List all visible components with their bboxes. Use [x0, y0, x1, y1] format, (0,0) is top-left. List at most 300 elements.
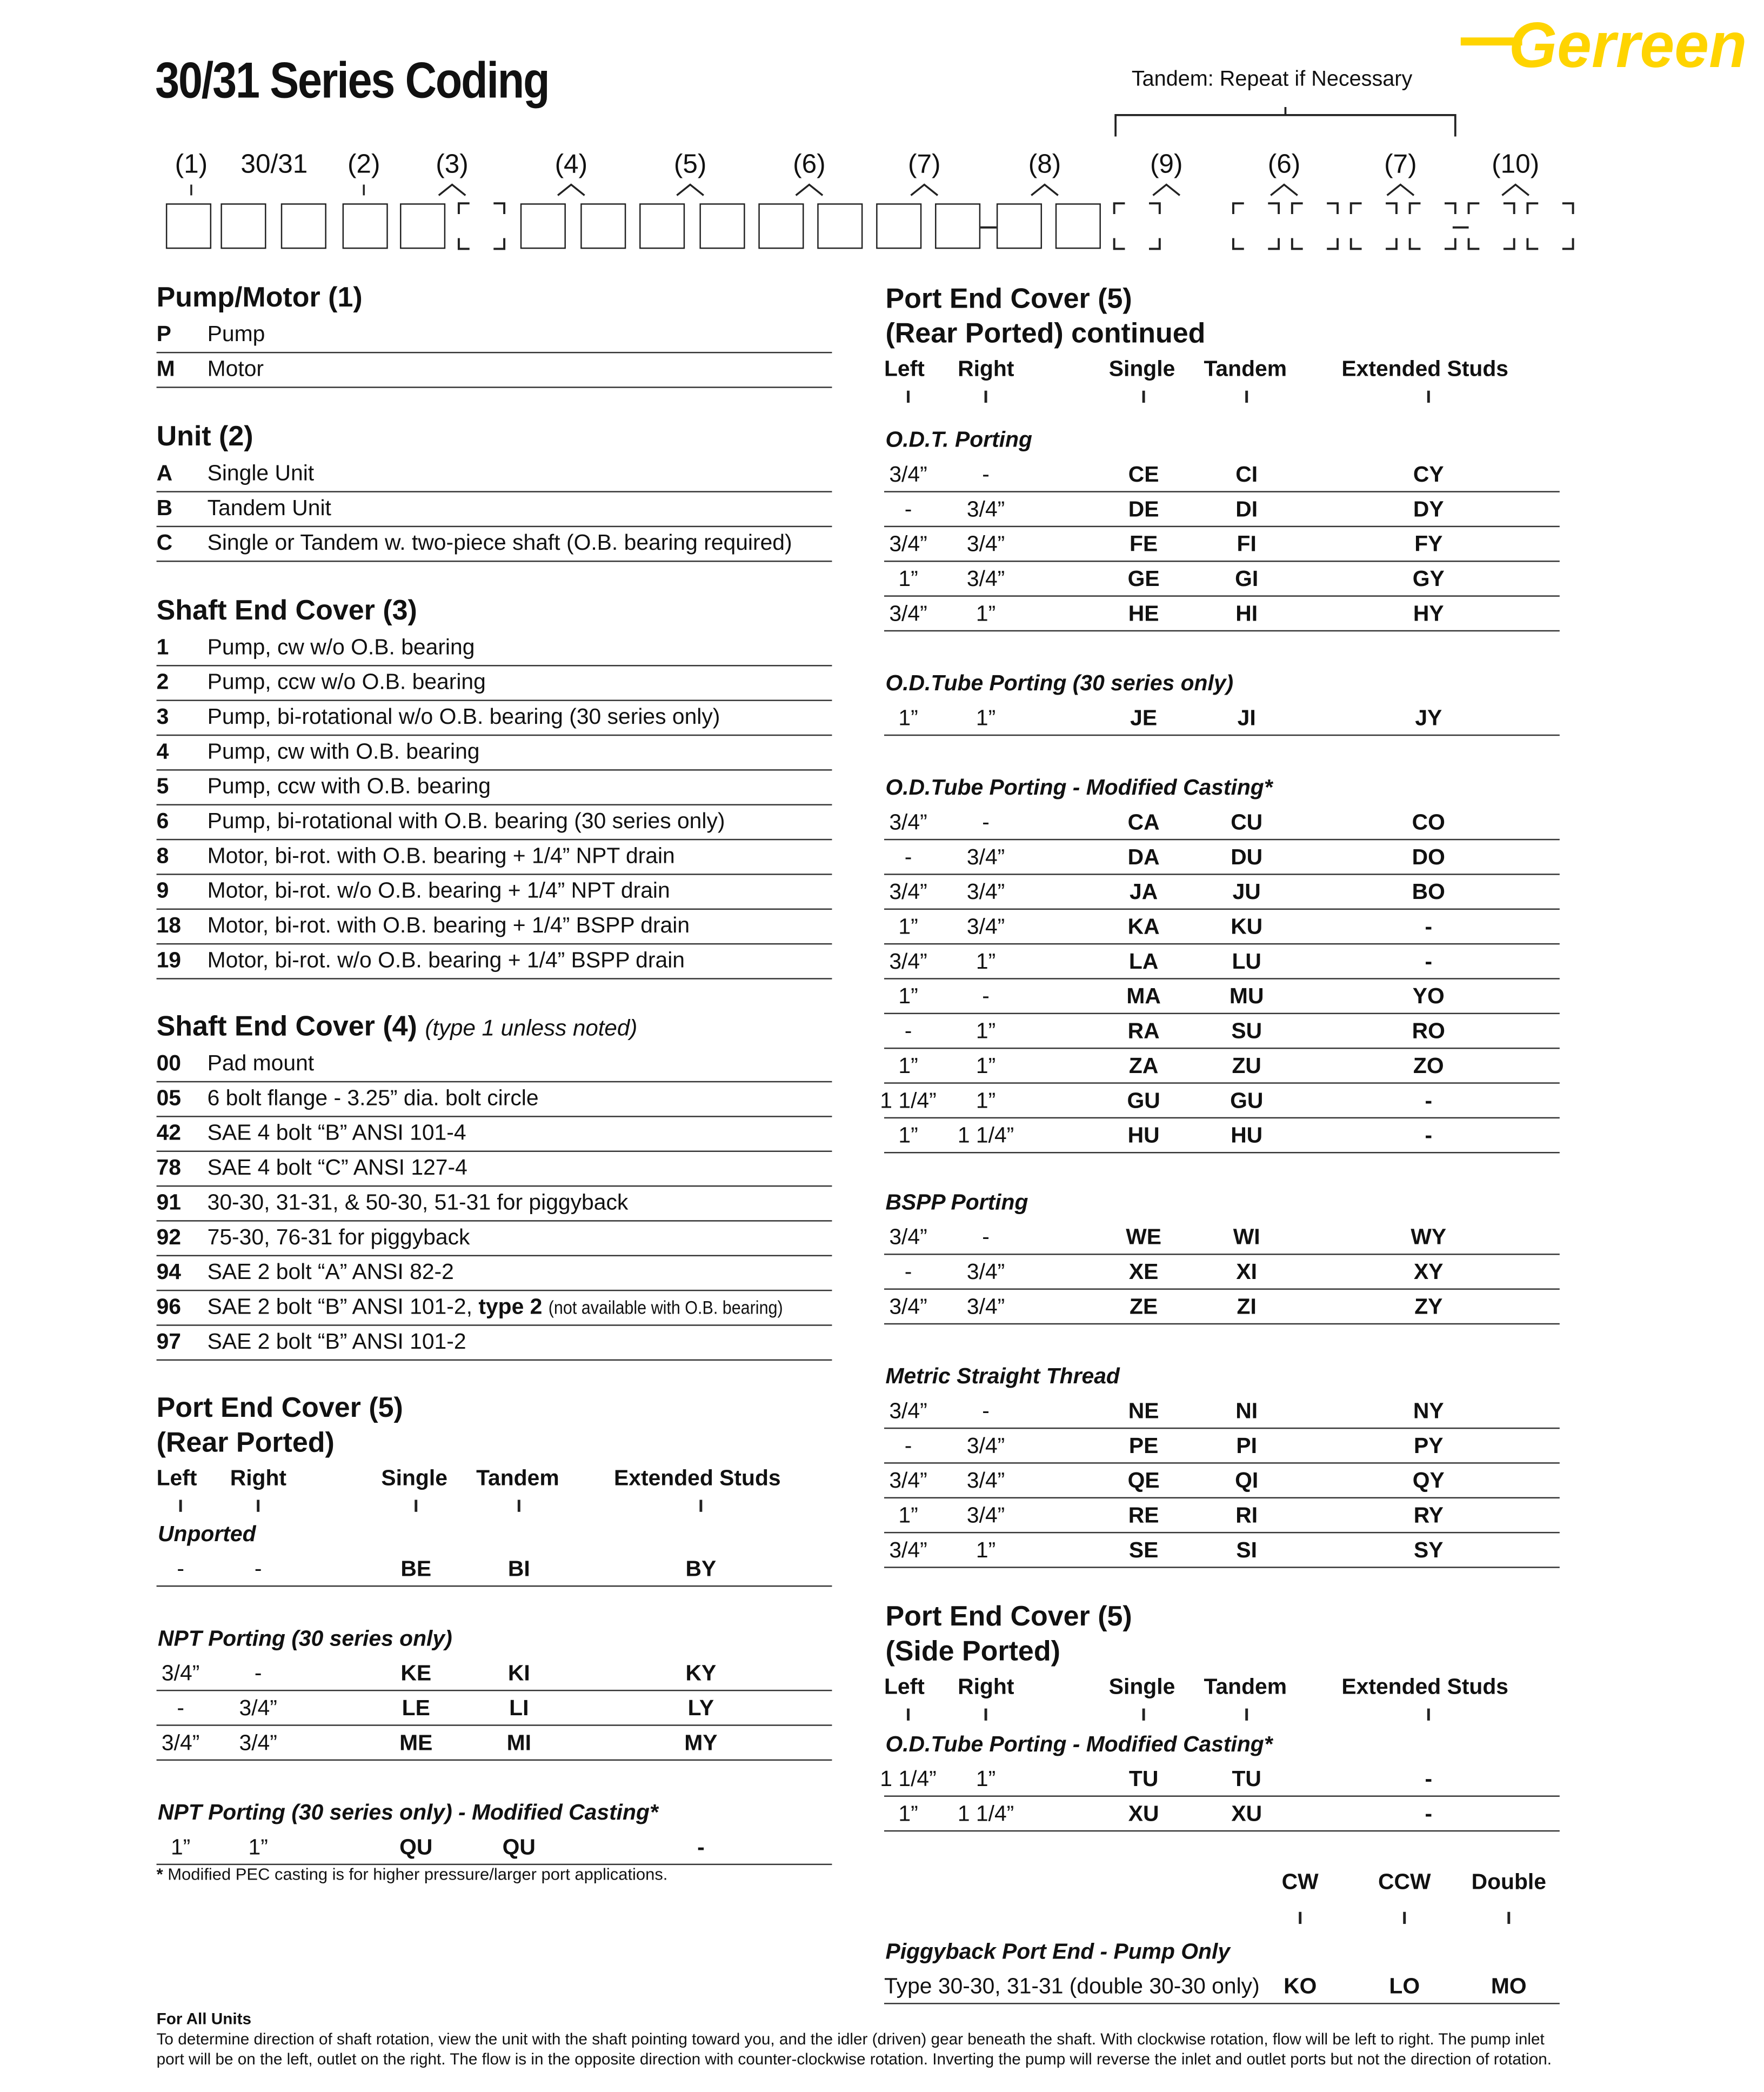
port-row — [884, 1118, 1560, 1153]
port-cell: DU — [1231, 845, 1263, 870]
item-description-text: Motor, bi-rot. w/o O.B. bearing + 1/4” BSPP drain — [207, 948, 685, 973]
port-cell: - — [177, 1557, 184, 1582]
item-description — [208, 879, 670, 904]
port-cell: 3/4” — [966, 532, 1005, 557]
item-code: 8 — [156, 844, 169, 869]
list-item — [157, 631, 832, 666]
port-cell: PE — [1128, 1434, 1159, 1458]
port-cell: 3/4” — [966, 497, 1005, 522]
port-cell: DA — [1127, 845, 1160, 870]
port-cell: FE — [1130, 532, 1158, 557]
porting-group-title: O.D.Tube Porting (30 series only) — [885, 671, 1234, 696]
port-row — [884, 944, 1560, 979]
column-tick — [1427, 391, 1430, 403]
code-position-label: (6) — [1267, 150, 1301, 179]
item-description-text: Motor, bi-rot. with O.B. bearing + 1/4” NPT drain — [207, 844, 675, 869]
port-cell: 3/4” — [889, 810, 927, 835]
porting-group-title: O.D.Tube Porting - Modified Casting* — [885, 1733, 1273, 1757]
modified-casting-note — [157, 1865, 668, 1884]
item-code: 92 — [156, 1225, 182, 1250]
item-description — [208, 844, 675, 870]
pec-rear-cont-title: Port End Cover (5) — [885, 283, 1132, 315]
port-cell: 1” — [898, 567, 918, 591]
column-tick — [907, 1709, 910, 1721]
list-item — [157, 701, 832, 736]
column-tick — [1245, 1709, 1248, 1721]
port-cell: 3/4” — [966, 1295, 1005, 1320]
port-cell: GU — [1230, 1089, 1264, 1114]
port-cell: DE — [1128, 497, 1159, 522]
piggyback-tick — [1507, 1912, 1510, 1924]
list-item — [157, 353, 832, 388]
item-description — [208, 496, 331, 522]
item-description — [208, 670, 486, 696]
column-tick — [1427, 1709, 1430, 1721]
piggyback-row-label: Type 30-30, 31-31 (double 30-30 only) — [884, 1975, 1260, 1999]
port-cell: CI — [1235, 463, 1258, 487]
port-cell: 1” — [898, 1503, 918, 1528]
port-cell: 3/4” — [889, 463, 927, 487]
column-header: Left — [156, 1466, 197, 1491]
port-cell: 1” — [975, 1019, 996, 1044]
port-cell: HU — [1231, 1124, 1263, 1148]
port-cell: 1” — [975, 1767, 996, 1792]
port-row — [884, 1049, 1560, 1083]
pec-rear-subtitle: (Rear Ported) — [156, 1427, 335, 1458]
column-tick — [1245, 391, 1248, 403]
port-cell: MA — [1126, 984, 1161, 1009]
port-cell: 1” — [975, 950, 996, 974]
porting-group-title: NPT Porting (30 series only) — [158, 1627, 452, 1651]
column-tick — [518, 1500, 520, 1511]
item-description-text: SAE 2 bolt “B” ANSI 101-2 — [207, 1330, 466, 1354]
column-header: Extended Studs — [1341, 357, 1509, 382]
item-description — [208, 357, 264, 383]
item-description-text: Motor, bi-rot. w/o O.B. bearing + 1/4” NPT drain — [207, 879, 670, 903]
port-cell: QU — [399, 1835, 433, 1860]
port-cell: QI — [1235, 1469, 1259, 1494]
list-item — [157, 771, 832, 805]
piggyback-tick — [1403, 1912, 1406, 1924]
port-cell: - — [1425, 1124, 1433, 1148]
port-row — [884, 805, 1560, 840]
item-description — [208, 775, 491, 800]
column-header: Left — [884, 1675, 925, 1700]
list-item — [157, 1152, 832, 1187]
item-description — [208, 1330, 466, 1355]
port-row — [884, 597, 1560, 631]
port-cell: 1” — [898, 1124, 918, 1148]
port-cell: HU — [1127, 1124, 1160, 1148]
port-cell: 1” — [975, 706, 996, 731]
porting-group-title: NPT Porting (30 series only) - Modified Casting* — [158, 1801, 658, 1825]
port-cell: 3/4” — [889, 880, 927, 905]
column-header: Single — [1108, 1675, 1175, 1700]
page-title: 30/31 Series Coding — [155, 54, 549, 110]
note-star: * — [156, 1865, 163, 1884]
port-cell: FY — [1414, 532, 1443, 557]
item-description — [208, 636, 475, 661]
column-tick — [985, 1709, 987, 1721]
list-item — [157, 492, 832, 527]
port-cell: JY — [1415, 706, 1442, 731]
port-cell: SU — [1231, 1019, 1262, 1044]
port-cell: 3/4” — [966, 845, 1005, 870]
pec-rear-title: Port End Cover (5) — [156, 1393, 403, 1424]
item-code: 96 — [156, 1295, 182, 1320]
port-cell: SI — [1236, 1538, 1257, 1563]
port-cell: 3/4” — [239, 1696, 277, 1721]
list-item — [157, 1256, 832, 1291]
port-row — [884, 701, 1560, 736]
list-item — [157, 457, 832, 492]
piggyback-value: KO — [1284, 1975, 1317, 1999]
porting-group-title: O.D.Tube Porting - Modified Casting* — [885, 776, 1273, 801]
port-cell: JI — [1237, 706, 1256, 731]
port-row — [884, 1394, 1560, 1429]
piggyback-row — [884, 1969, 1560, 2004]
piggyback-tick — [1299, 1912, 1301, 1924]
port-cell: - — [904, 497, 912, 522]
item-code: P — [156, 322, 171, 347]
note-text: Modified PEC casting is for higher pressure/larger port applications. — [168, 1865, 668, 1884]
porting-group-title: Unported — [158, 1522, 256, 1547]
list-item — [157, 318, 832, 353]
column-header: Single — [1108, 357, 1175, 382]
code-position-label: (5) — [673, 150, 707, 179]
port-cell: 1 1/4” — [880, 1767, 937, 1792]
brand-name: Gerreen — [1508, 10, 1747, 75]
port-cell: ZO — [1413, 1054, 1444, 1078]
port-cell: - — [904, 1260, 912, 1284]
port-cell: ZE — [1130, 1295, 1158, 1320]
port-cell: KY — [685, 1661, 717, 1686]
port-cell: CY — [1413, 463, 1444, 487]
port-cell: NI — [1235, 1399, 1258, 1424]
port-cell: 3/4” — [161, 1731, 200, 1756]
pec-side-subtitle: (Side Ported) — [885, 1636, 1060, 1667]
port-cell: QU — [502, 1835, 536, 1860]
item-code: B — [156, 496, 173, 521]
port-row — [884, 1464, 1560, 1498]
footer-text: To determine direction of shaft rotation, view the unit with the shaft pointing toward you, and the idler (driven) gear beneath the shaft. With clockwise rotation, flow will be left to right. The pump inlet port will be on the left, outlet on the right. The flow is in the opposite direction with counter-clockwise rotation. Inverting the pump will reverse the inlet and outlet ports but not the direction of rotation. — [156, 2029, 1552, 2069]
port-cell: TU — [1232, 1767, 1261, 1792]
tandem-note: Tandem: Repeat if Necessary — [1131, 68, 1413, 91]
port-cell: 1” — [170, 1835, 191, 1860]
item-description — [208, 322, 265, 348]
item-description-text: Pump, bi-rotational w/o O.B. bearing (30 series only) — [207, 705, 720, 729]
item-code: A — [156, 461, 173, 486]
port-cell: HY — [1413, 602, 1444, 627]
port-row — [884, 1255, 1560, 1290]
port-cell: CU — [1231, 810, 1263, 835]
item-description-text: 30-30, 31-31, & 50-30, 51-31 for piggyback — [207, 1190, 629, 1215]
footer-title: For All Units — [156, 2009, 252, 2029]
port-cell: XU — [1128, 1802, 1159, 1827]
port-cell: RE — [1128, 1503, 1159, 1528]
item-description — [208, 914, 690, 939]
column-header: Right — [230, 1466, 287, 1491]
tandem-bracket — [1110, 107, 1460, 139]
port-cell: RO — [1412, 1019, 1445, 1044]
item-code: 91 — [156, 1190, 182, 1215]
port-cell: 3/4” — [239, 1731, 277, 1756]
list-item — [157, 944, 832, 979]
port-row — [884, 492, 1560, 527]
port-cell: 3/4” — [889, 1538, 927, 1563]
port-cell: LE — [402, 1696, 430, 1721]
port-cell: - — [904, 1434, 912, 1458]
port-cell: DI — [1235, 497, 1258, 522]
pec-side-title: Port End Cover (5) — [885, 1601, 1132, 1633]
port-cell: GY — [1412, 567, 1445, 591]
code-position-label: (2) — [347, 150, 380, 179]
piggyback-value: MO — [1491, 1975, 1527, 1999]
list-item — [157, 1082, 832, 1117]
port-cell: WY — [1411, 1225, 1447, 1250]
dashed-box-corners — [459, 203, 1573, 249]
list-item — [157, 1187, 832, 1221]
item-description-text: Pump, ccw with O.B. bearing — [207, 775, 491, 799]
port-row — [884, 1290, 1560, 1324]
piggyback-header: CW — [1281, 1870, 1319, 1895]
port-row — [880, 1084, 1560, 1118]
port-cell: 3/4” — [889, 1469, 927, 1494]
port-cell: 3/4” — [889, 1295, 927, 1320]
port-cell: MY — [684, 1731, 718, 1756]
port-cell: - — [177, 1696, 184, 1721]
port-cell: - — [697, 1835, 705, 1860]
column-tick — [907, 391, 910, 403]
item-description-text: 6 bolt flange - 3.25” dia. bolt circle — [207, 1086, 539, 1111]
port-cell: 1” — [248, 1835, 268, 1860]
port-cell: - — [254, 1661, 262, 1686]
port-cell: RY — [1413, 1503, 1444, 1528]
port-cell: 3/4” — [966, 1469, 1005, 1494]
port-cell: TU — [1128, 1767, 1159, 1792]
code-position-label: (7) — [1384, 150, 1417, 179]
list-item — [157, 736, 832, 770]
port-cell: XE — [1128, 1260, 1159, 1284]
port-cell: 3/4” — [966, 915, 1005, 940]
port-cell: 3/4” — [889, 950, 927, 974]
list-item — [157, 1117, 832, 1152]
port-cell: 3/4” — [889, 1225, 927, 1250]
port-row — [880, 1762, 1560, 1797]
list-item — [157, 910, 832, 944]
item-description-text: Pump, cw w/o O.B. bearing — [207, 635, 475, 660]
port-cell: 1 1/4” — [957, 1124, 1014, 1148]
item-description — [208, 531, 792, 557]
item-description — [208, 809, 725, 835]
position-caret-marks — [191, 185, 1529, 196]
item-code: 78 — [156, 1156, 182, 1180]
column-tick — [415, 1500, 417, 1511]
item-description — [208, 949, 685, 974]
port-cell: NY — [1413, 1399, 1444, 1424]
port-cell: 1” — [898, 706, 918, 731]
column-tick — [179, 1500, 182, 1511]
list-item — [157, 1222, 832, 1256]
item-description-text: Pump, cw with O.B. bearing — [207, 739, 480, 764]
port-cell: 3/4” — [966, 880, 1005, 905]
porting-group-title: O.D.T. Porting — [885, 428, 1032, 452]
item-description-text: Pad mount — [207, 1051, 315, 1076]
port-cell: MI — [506, 1731, 532, 1756]
port-cell: FI — [1237, 532, 1257, 557]
column-header: Left — [884, 357, 925, 382]
item-description-bold: type 2 — [478, 1295, 543, 1320]
item-description — [208, 1225, 470, 1251]
column-header: Right — [958, 1675, 1014, 1700]
port-cell: 1” — [975, 1089, 996, 1114]
shaft-end-cover-4-title — [157, 1010, 638, 1047]
port-cell: GI — [1235, 567, 1259, 591]
code-position-label: (7) — [907, 150, 941, 179]
port-cell: LY — [687, 1696, 714, 1721]
port-cell: JA — [1130, 880, 1158, 905]
port-cell: CO — [1412, 810, 1445, 835]
port-cell: DY — [1413, 497, 1444, 522]
code-position-label: (1) — [175, 150, 208, 179]
port-cell: 1” — [898, 984, 918, 1009]
port-cell: - — [1425, 915, 1433, 940]
port-cell: 3/4” — [966, 567, 1005, 591]
item-description-text: SAE 2 bolt “A” ANSI 82-2 — [207, 1260, 454, 1284]
port-cell: 1” — [975, 1054, 996, 1078]
port-row — [884, 910, 1560, 944]
list-item — [157, 667, 832, 701]
port-cell: KI — [507, 1661, 530, 1686]
item-description-note: (not available with O.B. bearing) — [548, 1296, 783, 1318]
column-header: Right — [958, 357, 1014, 382]
port-cell: 3/4” — [966, 1260, 1005, 1284]
item-description — [208, 740, 480, 765]
item-description — [208, 1051, 315, 1077]
port-cell: 3/4” — [966, 1434, 1005, 1458]
port-cell: XY — [1414, 1260, 1444, 1284]
port-cell: LU — [1232, 950, 1261, 974]
item-code: 18 — [156, 914, 182, 938]
item-code: 97 — [156, 1330, 182, 1354]
port-cell: GU — [1127, 1089, 1160, 1114]
item-description-text: 75-30, 76-31 for piggyback — [207, 1225, 470, 1250]
item-code: 3 — [156, 705, 169, 729]
column-header: Tandem — [476, 1466, 559, 1491]
code-position-label: (10) — [1492, 150, 1540, 179]
port-cell: 1 1/4” — [880, 1089, 937, 1114]
port-cell: BE — [400, 1557, 432, 1582]
port-cell: JE — [1130, 706, 1158, 731]
port-row — [884, 1014, 1560, 1049]
code-position-label: 30/31 — [240, 150, 308, 179]
pump-motor-title: Pump/Motor (1) — [156, 282, 363, 314]
port-cell: 3/4” — [966, 1503, 1005, 1528]
item-description — [208, 1191, 629, 1216]
list-item — [157, 1291, 832, 1325]
port-cell: 3/4” — [889, 1399, 927, 1424]
item-code: M — [156, 357, 175, 382]
port-cell: 3/4” — [161, 1661, 200, 1686]
list-item — [157, 1048, 832, 1082]
port-cell: PI — [1236, 1434, 1257, 1458]
item-description-text: Tandem Unit — [207, 496, 331, 521]
list-item — [157, 805, 832, 840]
piggyback-value: LO — [1389, 1975, 1420, 1999]
porting-group-title: BSPP Porting — [885, 1190, 1028, 1215]
item-description — [208, 1260, 454, 1285]
item-code: 6 — [156, 809, 169, 834]
item-description-text: Pump, bi-rotational with O.B. bearing (30 series only) — [207, 809, 725, 834]
port-cell: BY — [685, 1557, 717, 1582]
port-row — [884, 1498, 1560, 1533]
port-cell: 1” — [898, 1802, 918, 1827]
piggyback-title: Piggyback Port End - Pump Only — [885, 1940, 1231, 1964]
shaft-end-cover-3-title: Shaft End Cover (3) — [156, 595, 417, 627]
port-cell: HE — [1128, 602, 1159, 627]
code-position-label: (9) — [1150, 150, 1183, 179]
port-cell: - — [982, 810, 990, 835]
list-item — [157, 875, 832, 910]
item-description-text: Pump — [207, 322, 265, 347]
port-row — [157, 1656, 832, 1691]
port-row — [884, 527, 1560, 562]
item-description — [208, 1087, 539, 1112]
port-cell: DO — [1412, 845, 1445, 870]
item-code: 00 — [156, 1051, 182, 1076]
item-code: 9 — [156, 879, 169, 903]
port-cell: - — [982, 463, 990, 487]
port-cell: PY — [1414, 1434, 1444, 1458]
port-cell: QY — [1412, 1469, 1445, 1494]
port-cell: - — [254, 1557, 262, 1582]
port-cell: ZY — [1414, 1295, 1443, 1320]
port-row — [884, 875, 1560, 910]
port-cell: - — [982, 984, 990, 1009]
unit-title: Unit (2) — [156, 421, 253, 452]
item-description-text: Motor — [207, 357, 264, 382]
item-code: 05 — [156, 1086, 182, 1111]
port-row — [884, 1429, 1560, 1463]
optional-code-boxes — [0, 201, 1605, 254]
port-cell: RI — [1235, 1503, 1258, 1528]
port-cell: 1 1/4” — [957, 1802, 1014, 1827]
item-code: C — [156, 531, 173, 556]
code-position-label: (4) — [554, 150, 588, 179]
list-item — [157, 840, 832, 875]
port-cell: KA — [1127, 915, 1160, 940]
item-description-text: Pump, ccw w/o O.B. bearing — [207, 670, 486, 695]
port-cell: ZA — [1128, 1054, 1159, 1078]
port-cell: CA — [1127, 810, 1160, 835]
port-cell: SY — [1414, 1538, 1444, 1563]
item-description — [208, 1121, 466, 1147]
piggyback-header: CCW — [1378, 1870, 1431, 1895]
port-cell: JU — [1232, 880, 1261, 905]
port-cell: ZI — [1237, 1295, 1257, 1320]
port-cell: SE — [1128, 1538, 1159, 1563]
column-tick — [1142, 1709, 1145, 1721]
port-cell: - — [1425, 950, 1433, 974]
code-position-label: (8) — [1028, 150, 1061, 179]
item-description — [208, 1295, 815, 1321]
item-code: 1 — [156, 635, 169, 660]
port-cell: - — [982, 1399, 990, 1424]
brand-logo — [1461, 11, 1750, 82]
item-description — [208, 1156, 467, 1181]
item-description-text: Single or Tandem w. two-piece shaft (O.B. bearing required) — [207, 531, 792, 556]
code-position-label: (3) — [436, 150, 469, 179]
